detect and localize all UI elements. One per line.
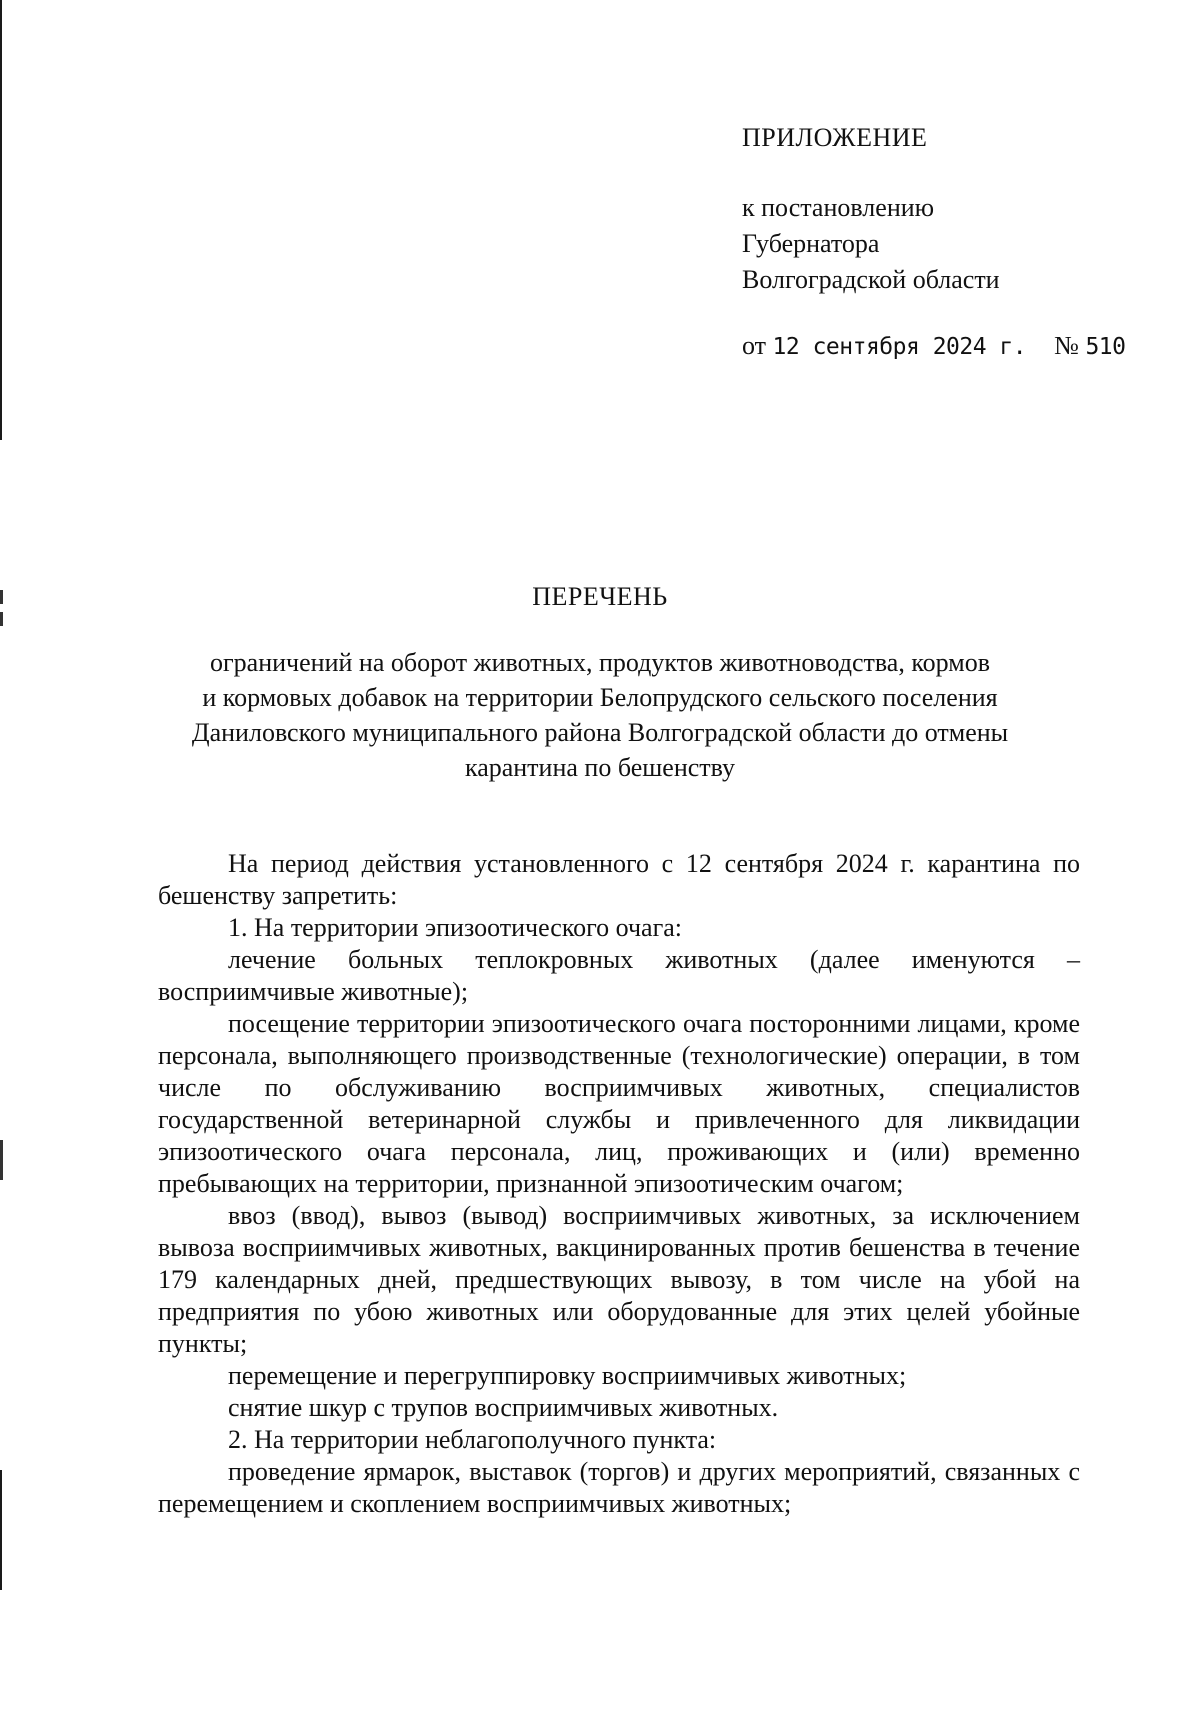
list-paragraph: перемещение и перегруппировку восприимчивых животных; (228, 1361, 907, 1390)
list-paragraph: проведение ярмарок, выставок (торгов) и других мероприятий, связанных с перемещением и скоплением восприимчивых животных; (158, 1457, 1080, 1518)
intro-paragraph: На период действия установленного с 12 сентября 2024 г. карантина по бешенству запретить: (158, 849, 1080, 910)
date-prefix: от (742, 331, 767, 360)
number-value: 510 (1085, 334, 1126, 360)
appendix-line: Волгоградской области (742, 265, 1000, 294)
appendix-line: Губернатора (742, 229, 880, 258)
appendix-block (742, 120, 1126, 365)
document-subheading (150, 645, 1050, 785)
subheading-line: Даниловского муниципального района Волгоградской области до отмены (191, 718, 1009, 747)
appendix-dateline (742, 328, 1126, 365)
scan-edge-line (0, 0, 2, 440)
subheading-line: ограничений на оборот животных, продуктов животноводства, кормов (210, 648, 990, 677)
document-heading: ПЕРЕЧЕНЬ (532, 582, 668, 611)
subheading-line: карантина по бешенству (464, 753, 736, 782)
subheading-line: и кормовых добавок на территории Белопрудского сельского поселения (202, 683, 998, 712)
appendix-line: к постановлению (742, 193, 935, 222)
item-heading: 1. На территории эпизоотического очага: (228, 913, 683, 942)
number-prefix: № (1054, 331, 1079, 360)
item-heading: 2. На территории неблагополучного пункта: (228, 1425, 717, 1454)
scan-edge-mark (0, 1140, 3, 1180)
date-value: 12 сентября 2024 г. (772, 334, 1027, 360)
document-body (158, 848, 1080, 1520)
list-paragraph: снятие шкур с трупов восприимчивых животных. (228, 1393, 779, 1422)
appendix-reference (742, 190, 1126, 298)
appendix-title: ПРИЛОЖЕНИЕ (742, 123, 928, 152)
scan-edge-line (0, 1470, 2, 1590)
list-paragraph: посещение территории эпизоотического очага посторонними лицами, кроме персонала, выполняющего производственные (технологические) операции, в том числе по обслуживанию восприимчивых животных, специалистов государственной ветеринарной службы и привлеченного для ликвидации эпизоотического очага персонала, лиц, проживающих и (или) временно пребывающих на территории, признанной эпизоотическим очагом; (158, 1009, 1080, 1198)
list-paragraph: ввоз (ввод), вывоз (вывод) восприимчивых животных, за исключением вывоза восприимчивых животных, вакцинированных против бешенства в течение 179 календарных дней, предшествующих вывозу, в том числе на убой на предприятия по убою животных или оборудованные для этих целей убойные пункты; (158, 1201, 1080, 1358)
scan-edge-mark (0, 612, 3, 626)
list-paragraph: лечение больных теплокровных животных (далее именуются – восприимчивые животные); (158, 945, 1080, 1006)
